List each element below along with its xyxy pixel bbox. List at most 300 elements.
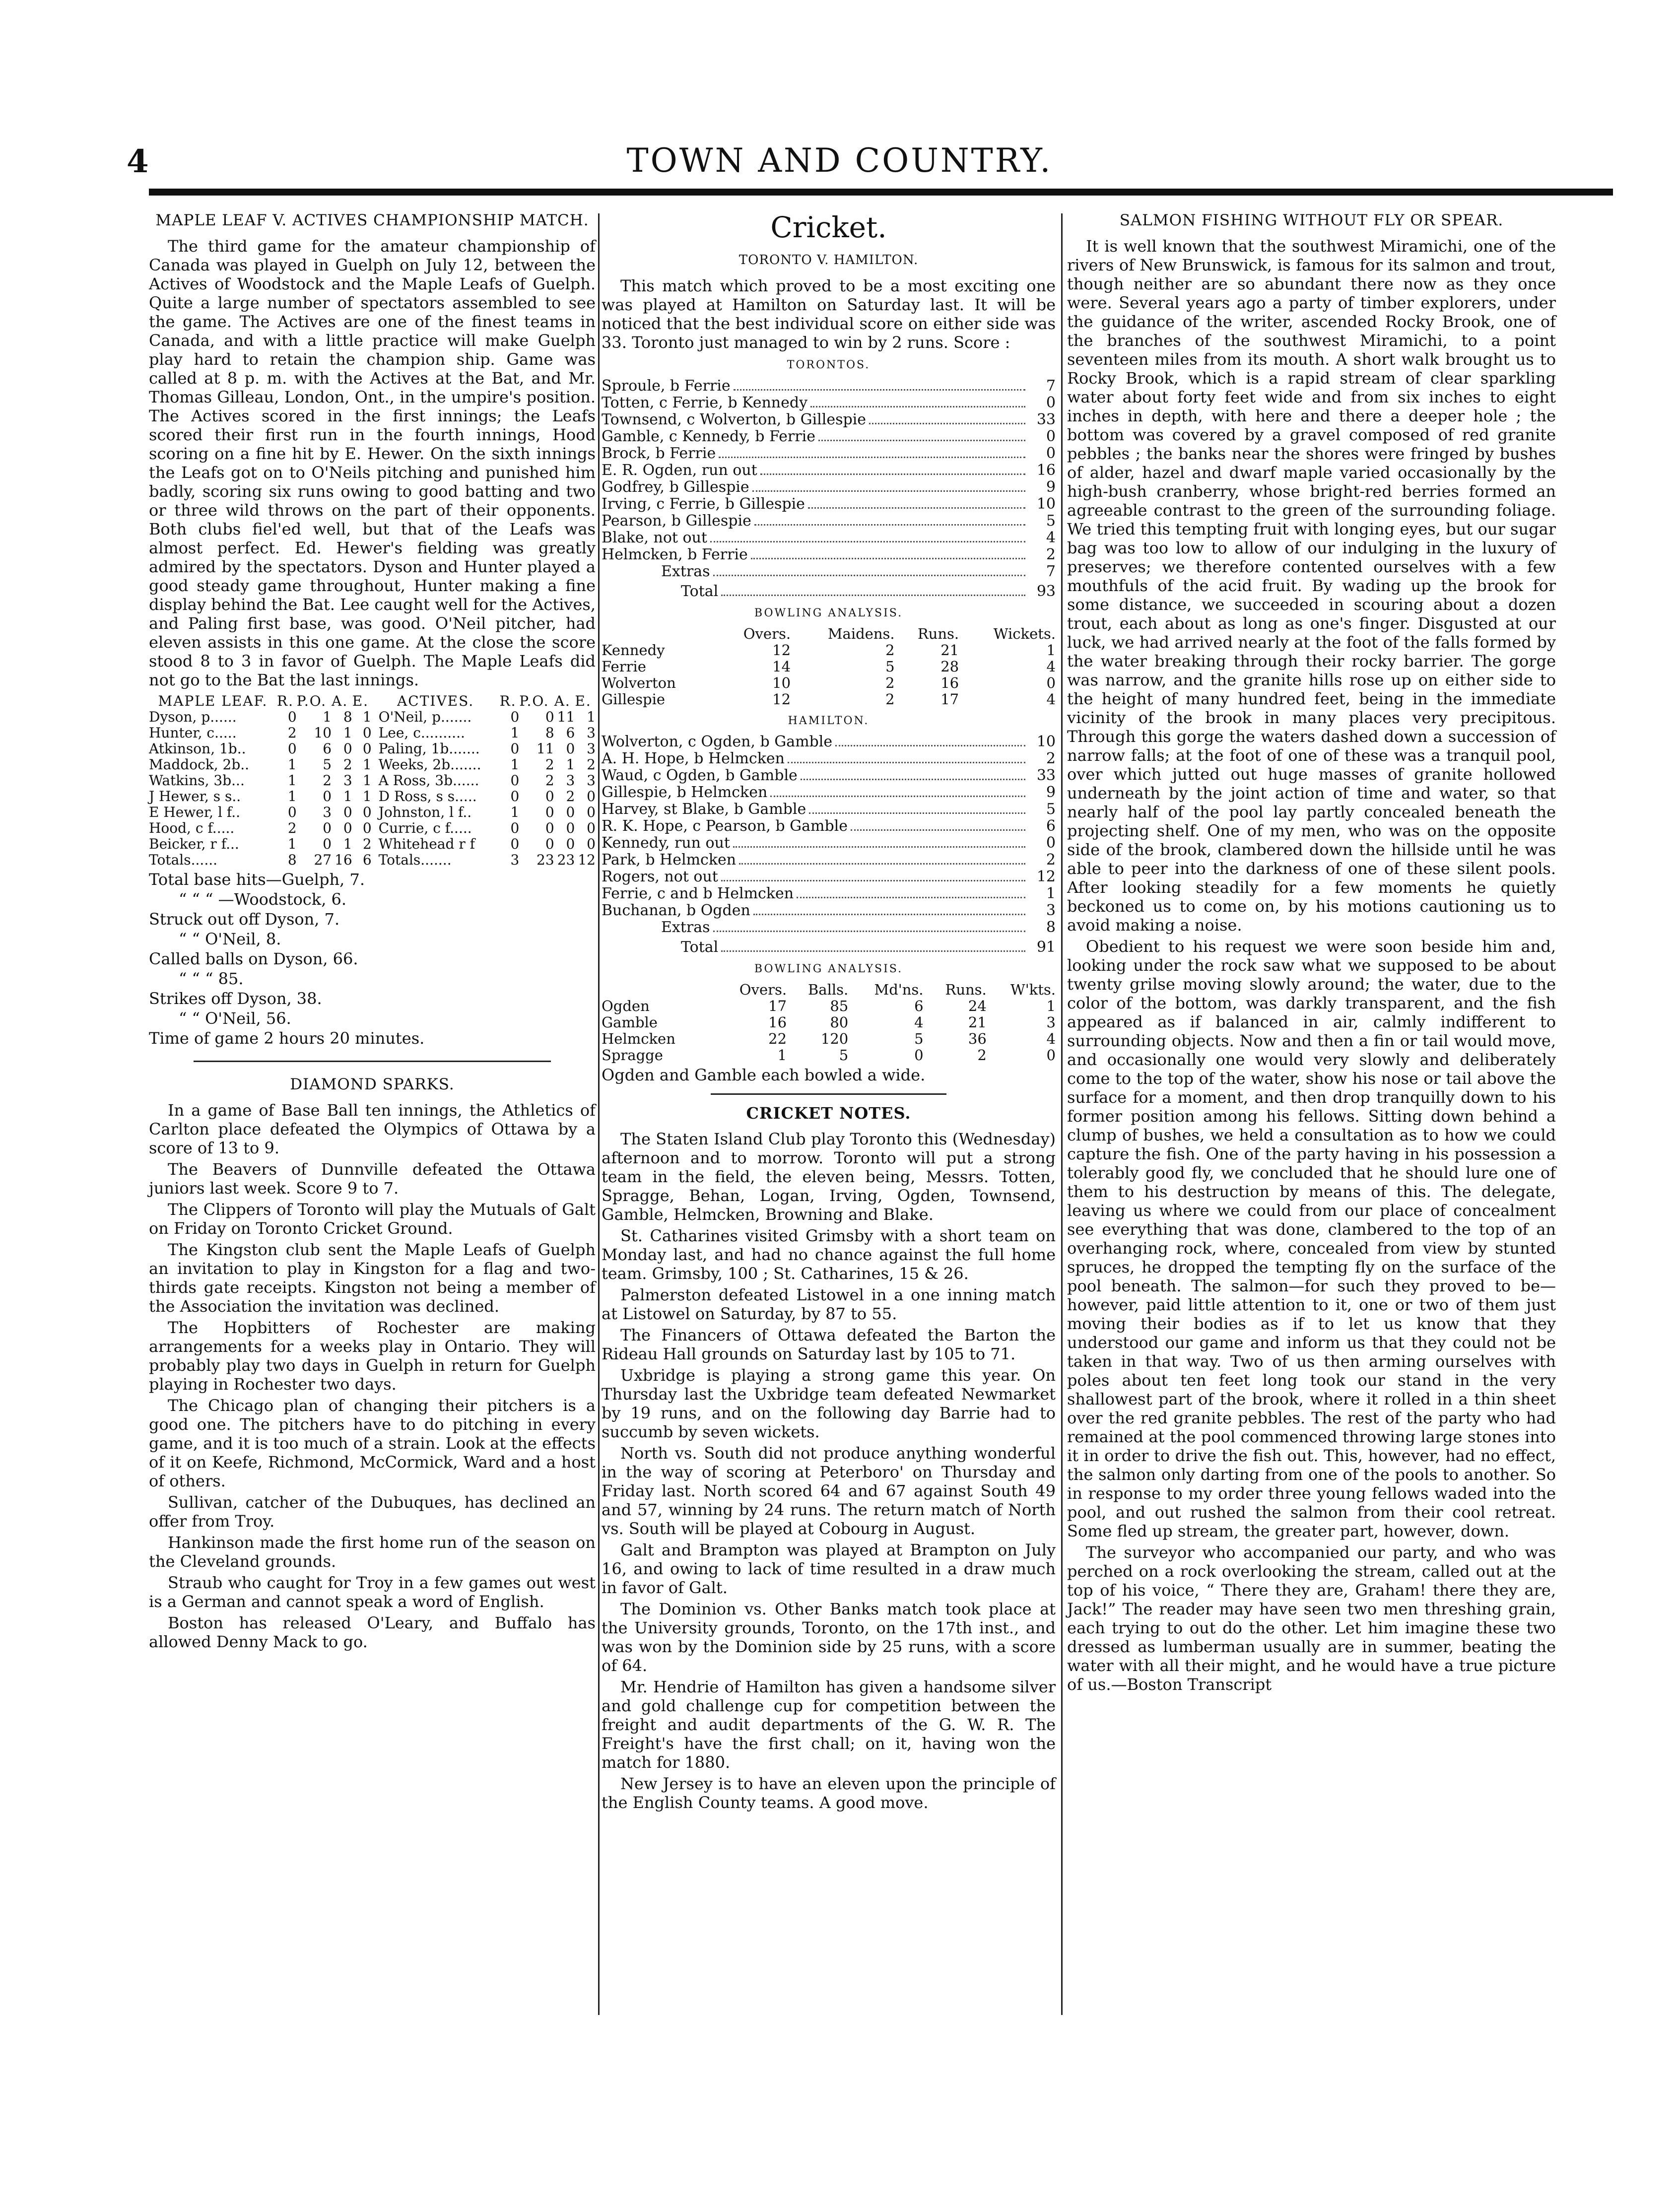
batsman-runs: 9 — [1046, 784, 1056, 801]
diamond-item: Hankinson made the first home run of the season on the Cleveland grounds. — [149, 1533, 596, 1571]
bowler-cell: 21 — [940, 642, 959, 659]
box-cell: 3 — [587, 725, 596, 741]
box-cell: 1 — [362, 709, 372, 725]
total-label: Total — [681, 583, 719, 600]
box-cell: 0 — [587, 836, 596, 852]
batsman-runs: 7 — [1046, 563, 1056, 580]
batsman-runs: 12 — [1036, 868, 1056, 885]
batsman-runs: 3 — [1046, 902, 1056, 919]
batsman-name: Extras — [661, 563, 710, 580]
batsman-runs: 10 — [1036, 495, 1056, 513]
box-cell: Dyson, p...... — [149, 709, 237, 725]
batsman-row — [602, 869, 1056, 885]
box-row — [149, 789, 596, 804]
match-subtitle: TORONTO V. HAMILTON. — [739, 253, 919, 268]
bowler-cell: 24 — [968, 998, 987, 1014]
column-3 — [1067, 211, 1556, 1696]
batsman-runs: 7 — [1046, 377, 1056, 395]
masthead-title: TOWN AND COUNTRY. — [626, 141, 1053, 180]
box-cell: 1 — [362, 756, 372, 773]
bowl-head: Balls. — [807, 981, 849, 998]
batsman-runs: 0 — [1046, 834, 1056, 852]
batsman-name: Helmcken, b Ferrie — [602, 546, 748, 563]
batsman-name: Buchanan, b Ogden — [602, 902, 750, 919]
batsman-row — [602, 445, 1056, 462]
box-total: 3 — [510, 852, 520, 868]
box-row — [149, 820, 596, 836]
batsman-runs: 33 — [1036, 767, 1056, 784]
bowler-cell: 4 — [1046, 658, 1056, 675]
box-total: 6 — [362, 852, 372, 868]
bowler-cell: 80 — [830, 1014, 849, 1031]
stat-line: “ “ O'Neil, 56. — [179, 1009, 291, 1028]
box-cell: Maddock, 2b.. — [149, 756, 250, 773]
box-cell: 1 — [287, 788, 297, 804]
box-total: 8 — [287, 852, 297, 868]
box-cell: 0 — [566, 804, 575, 820]
salmon-paragraph: Obedient to his request we were soon beside him and, looking under the rock saw what we supposed to be about twenty grilse moving slowly around; the water, due to the color of the bottom, was darkly transparent, and the fish appeared as if balanced in air, calmly indifferent to surrounding objects. Now and then a fin or tail would move, and occasionally one would very slowly and deliberately come to the top of the water, show his nose or tail above the surface for a moment, and then drop tranquilly down to his former position among his fellows. Sitting down behind a clump of bushes, we held a consultation as to how we could capture the fish. One of the party having in his possession a tolerably good fly, we concluded that he should lure one of them to his destruction by means of this. The delegate, leaving us where we could from our place of concealment see everything that was done, clambered to the top of an overhanging rock, where, concealed from view by stunted spruces, he dropped the tempting fly on the surface of the pool beneath. The salmon—for such they proved to be—however, paid little attention to it, one or two of them just moving their bodies as if to let us know that they understood our game and inform us that they could not be taken in that way. Two of us then arming ourselves with poles about ten feet long took our stand in the very shallowest part of the brook, where it rolled in a thin sheet over the red granite pebbles. The rest of the party who had remained at the pool commenced throwing large stones into it in order to drive the fish out. This, however, had no effect, the salmon only darting from one of the pools to another. So in response to my order three young fellows waded into the pool, and out rushed the salmon from their cool retreat. Some fled up stream, the greater part, however, down. — [1067, 937, 1556, 1541]
bowler-cell: 10 — [772, 674, 791, 691]
batsman-runs: 9 — [1046, 478, 1056, 496]
batsman-row — [602, 767, 1056, 784]
bowler-row — [602, 998, 1056, 1014]
box-cell: Currie, c f..... — [378, 820, 472, 836]
box-cell: 0 — [510, 836, 520, 852]
box-cell: 0 — [323, 788, 332, 804]
batsman-row — [602, 734, 1056, 750]
batsman-name: Rogers, not out — [602, 868, 718, 885]
bowler-row — [602, 691, 1056, 708]
box-totals-label-2: Totals....... — [378, 852, 452, 868]
box-totals-label: Totals...... — [149, 852, 218, 868]
torontos-label: TORONTOS. — [787, 359, 871, 371]
cricket-note: The Dominion vs. Other Banks match took place at the University grounds, Toronto, on the 17th inst., and was won by the Dominion side by 25 runs, with a score of 64. — [602, 1600, 1056, 1675]
box-cell: Hunter, c..... — [149, 725, 237, 741]
batsman-name: Pearson, b Gillespie — [602, 512, 751, 530]
bowler-cell: 28 — [940, 658, 959, 675]
box-cell: 1 — [362, 788, 372, 804]
box-cell: 3 — [566, 772, 575, 789]
cricket-note: Palmerston defeated Listowel in a one inning match at Listowel on Saturday, by 87 to 55. — [602, 1285, 1056, 1323]
batsman-runs: 33 — [1036, 411, 1056, 428]
batsman-row — [602, 919, 1056, 936]
bowler-row — [602, 659, 1056, 675]
diamond-item: The Clippers of Toronto will play the Mutuals of Galt on Friday on Toronto Cricket Ground. — [149, 1200, 596, 1238]
batsman-runs: 0 — [1046, 394, 1056, 411]
box-head-actives: ACTIVES. — [397, 693, 474, 709]
toronto-total — [602, 583, 1056, 600]
box-cell: 0 — [587, 788, 596, 804]
match-intro: This match which proved to be a most exciting one was played at Hamilton on Saturday last. It will be noticed that the best individual score on either side was 33. Toronto just managed to win by 2 runs. Score : — [602, 276, 1056, 352]
batsman-row — [602, 801, 1056, 818]
batsman-name: Brock, b Ferrie — [602, 445, 716, 462]
box-col-po-2: P.O. — [519, 693, 549, 709]
box-total: 12 — [578, 852, 596, 868]
bowler-row — [602, 1047, 1056, 1064]
stat-line: Strikes off Dyson, 38. — [149, 989, 322, 1008]
box-cell: 2 — [545, 772, 554, 789]
box-cell: 0 — [545, 709, 554, 725]
box-cell: 0 — [362, 740, 372, 757]
box-head-maple-leaf: MAPLE LEAF. — [158, 693, 268, 709]
cricket-note: North vs. South did not produce anything wonderful in the way of scoring at Peterboro' on Thursday and Friday last. North scored 64 and 67 against South 49 and 57, winning by 24 runs. The return match of North vs. South will be played at Cobourg in August. — [602, 1444, 1056, 1538]
bowler-cell: 21 — [968, 1014, 987, 1031]
box-cell: 0 — [343, 740, 352, 757]
batsman-runs: 6 — [1046, 817, 1056, 835]
box-cell: 0 — [545, 788, 554, 804]
cricket-note: The Financers of Ottawa defeated the Barton the Rideau Hall grounds on Saturday last by 105 to 71. — [602, 1326, 1056, 1363]
box-cell: Johnston, l f.. — [378, 804, 472, 820]
box-col-po: P.O. — [296, 693, 327, 709]
bowler-cell: 16 — [768, 1014, 787, 1031]
box-cell: Weeks, 2b....... — [378, 756, 481, 773]
batsman-runs: 0 — [1046, 445, 1056, 462]
box-total: 27 — [314, 852, 332, 868]
box-total: 23 — [537, 852, 554, 868]
stat-line: Total base hits—Guelph, 7. — [149, 870, 365, 889]
batsman-name: Totten, c Ferrie, b Kennedy — [602, 394, 808, 411]
batsman-name: E. R. Ogden, run out — [602, 462, 757, 479]
bowler-cell: 4 — [1046, 1030, 1056, 1047]
box-cell: 0 — [545, 804, 554, 820]
box-cell: 0 — [362, 725, 372, 741]
batsman-name: Irving, c Ferrie, b Gillespie — [602, 495, 805, 513]
batsman-row — [602, 546, 1056, 563]
batsman-name: Kennedy, run out — [602, 834, 730, 852]
box-cell: 0 — [545, 820, 554, 836]
box-cell: 0 — [545, 836, 554, 852]
box-cell: 1 — [287, 756, 297, 773]
box-cell: 0 — [587, 820, 596, 836]
box-cell: D Ross, s s..... — [378, 788, 477, 804]
box-cell: 10 — [314, 725, 332, 741]
bowling-label-1: BOWLING ANALYSIS. — [754, 607, 903, 619]
box-row — [149, 741, 596, 757]
bowler-row — [602, 1014, 1056, 1031]
box-cell: 2 — [343, 756, 352, 773]
batsman-name: Wolverton, c Ogden, b Gamble — [602, 733, 833, 750]
batsman-name: Park, b Helmcken — [602, 851, 737, 869]
diamond-item: Sullivan, catcher of the Dubuques, has declined an offer from Troy. — [149, 1493, 596, 1531]
cricket-notes-list — [602, 1130, 1056, 1812]
box-cell: 6 — [323, 740, 332, 757]
box-cell: 1 — [587, 709, 596, 725]
article-body-baseball: The third game for the amateur championship of Canada was played in Guelph on July 12, between the Actives of Woodstock and the Maple Leafs of Guelph. Quite a large number of spectators assembled to see the game. The Actives are one of the finest teams in Canada, and with a little practice will make Guelph play hard to retain the champion ship. Game was called at 8 p. m. with the Actives at the Bat, and Mr. Thomas Gilleau, London, Ont., in the umpire's position. The Actives scored in the first innings; the Leafs scored their first run in the fourth innings, Hood scoring on a fine hit by E. Hewer. On the sixth innings the Leafs got on to O'Neils pitching and punished him badly, scoring six runs owing to good batting and two or three wild throws on the part of their opponents. Both clubs fiel'ed well, but that of the Leafs was almost perfect. Ed. Hewer's fielding was greatly admired by the spectators. Dyson and Hunter played a good steady game throughout, Hunter making a fine display behind the Bat. Lee caught well for the Actives, and Paling first base, was good. O'Neil pitcher, had eleven assists in this one game. At the close the score stood 8 to 3 in favor of Guelph. The Maple Leafs did not go to the Bat the last innings. — [149, 237, 596, 689]
batsman-row — [602, 428, 1056, 445]
batsman-name: Ferrie, c and b Helmcken — [602, 885, 794, 902]
box-cell: 1 — [287, 836, 297, 852]
box-col-e-2: E. — [575, 693, 592, 709]
total-label: Total — [681, 938, 719, 956]
batsman-name: R. K. Hope, c Pearson, b Gamble — [602, 817, 848, 835]
box-cell: 0 — [362, 804, 372, 820]
batsman-runs: 4 — [1046, 529, 1056, 546]
stat-line: “ “ “ —Woodstock, 6. — [179, 890, 347, 909]
diamond-item: Boston has released O'Leary, and Buffalo has allowed Denny Mack to go. — [149, 1613, 596, 1651]
batsman-name: A. H. Hope, b Helmcken — [602, 750, 785, 767]
batsman-name: Godfrey, b Gillespie — [602, 478, 749, 496]
box-cell: 1 — [343, 836, 352, 852]
box-cell: Atkinson, 1b.. — [149, 740, 246, 757]
game-stats — [149, 870, 596, 1048]
box-cell: 0 — [587, 804, 596, 820]
salmon-title: SALMON FISHING WITHOUT FLY OR SPEAR. — [1119, 211, 1504, 229]
bowler-cell: 2 — [885, 691, 895, 708]
diamond-item: In a game of Base Ball ten innings, the Athletics of Carlton place defeated the Olympics of Ottawa by a score of 13 to 9. — [149, 1101, 596, 1157]
box-cell: Lee, c.......... — [378, 725, 465, 741]
box-cell: 0 — [287, 740, 297, 757]
masthead-rule — [149, 189, 1613, 196]
box-cell: O'Neil, p....... — [378, 709, 472, 725]
batsman-runs: 1 — [1046, 885, 1056, 902]
salmon-paragraph: It is well known that the southwest Miramichi, one of the rivers of New Brunswick, is famous for its salmon and trout, though neither are so abundant there now as they once were. Several years ago a party of timber explorers, under the guidance of the writer, ascended Rocky Brook, one of the branches of the southwest Miramichi, to a point seventeen miles from its mouth. A short walk brought us to Rocky Brook, which is a rapid stream of clear sparkling water about forty feet wide and from six inches to eight inches in depth, with here and there a deeper hole ; the bottom was covered by a gravel composed of red granite pebbles ; the banks near the shores were fringed by bushes of alder, hazel and dwarf maple varied occasionally by the high-bush cranberry, whose bright-red berries formed an agreeable contrast to the green of the surrounding foliage. We tried this tempting fruit with longing eyes, but our sugar bag was too low to allow of our indulging in the luxury of preserves; we therefore contented ourselves with a few mouthfuls of the acid fruit. By wading up the brook for some distance, we succeeded in scouring about a dozen trout, each about as long as one's finger. Disgusted at our luck, we had arrived nearly at the foot of the falls formed by the water breaking through their rocky barrier. The gorge was narrow, and the granite hills rose up on either side to the height of many hundred feet, being in the immediate vicinity of the brook in many places very precipitous. Through this gorge the waters dashed down a succession of narrow falls; at the foot of one of these was a tranquil pool, over which jutted out huge masses of granite hollowed underneath by the joint action of time and water, so that nearly half of the pool lay partly concealed beneath the projecting shelf. One of my men, who was on the opposite side of the brook, clambered down the hillside until he was able to peer into the darkness of one of these silent pools. After looking steadily for a few moments he quietly beckoned us to come on, by his motions cautioning us to avoid making a noise. — [1067, 237, 1556, 935]
bowler-cell: 22 — [768, 1030, 787, 1047]
batsman-row — [602, 885, 1056, 902]
bowler-cell: 14 — [772, 658, 791, 675]
box-row — [149, 804, 596, 820]
toronto-innings — [602, 378, 1056, 580]
bowler-cell: 4 — [1046, 691, 1056, 708]
bowl-head: Runs. — [945, 981, 987, 998]
wide-note: Ogden and Gamble each bowled a wide. — [602, 1066, 926, 1084]
bowler-cell: Ogden — [602, 998, 650, 1014]
batsman-row — [602, 496, 1056, 513]
box-cell: Paling, 1b....... — [378, 740, 480, 757]
bowler-cell: 4 — [914, 1014, 924, 1031]
box-cell: 0 — [287, 804, 297, 820]
box-cell: 3 — [323, 804, 332, 820]
bowling-table-1 — [602, 626, 1056, 708]
box-cell: 8 — [545, 725, 554, 741]
box-row — [149, 757, 596, 773]
batsman-runs: 8 — [1046, 919, 1056, 936]
box-cell: 1 — [343, 725, 352, 741]
bowler-cell: 0 — [914, 1047, 924, 1064]
article-title-baseball: MAPLE LEAF V. ACTIVES CHAMPIONSHIP MATCH. — [155, 211, 589, 229]
stat-line: Called balls on Dyson, 66. — [149, 949, 358, 968]
cricket-note: Galt and Brampton was played at Brampton on July 16, and owing to lack of time resulted in a draw much in favor of Galt. — [602, 1541, 1056, 1597]
box-cell: Whitehead r f — [378, 836, 475, 852]
bowler-cell: 1 — [1046, 642, 1056, 659]
batsman-row — [602, 902, 1056, 919]
batsman-row — [602, 411, 1056, 428]
diamond-sparks-list — [149, 1101, 596, 1651]
batsman-row — [602, 818, 1056, 835]
bowler-cell: 17 — [940, 691, 959, 708]
bowler-row — [602, 675, 1056, 691]
box-row — [149, 725, 596, 741]
box-cell: 0 — [323, 836, 332, 852]
box-row — [149, 709, 596, 725]
bowler-cell: 2 — [885, 642, 895, 659]
bowler-cell: Gillespie — [602, 691, 666, 708]
bowler-cell: Gamble — [602, 1014, 658, 1031]
box-cell: E Hewer, l f.. — [149, 804, 240, 820]
box-cell: 1 — [510, 804, 520, 820]
bowler-cell: 5 — [885, 658, 895, 675]
box-cell: 8 — [343, 709, 352, 725]
batsman-row — [602, 378, 1056, 395]
bowler-cell: 6 — [914, 998, 924, 1014]
box-col-a: A. — [332, 693, 348, 709]
box-cell: 2 — [566, 788, 575, 804]
salmon-paragraph: The surveyor who accompanied our party, and who was perched on a rock overlooking the stream, called out at the top of his voice, “ There they are, Graham! there they are, Jack!” The reader may have seen two men threshing grain, each trying to out do the other. Let him imagine these two dressed as lumberman usually are in summer, beating the water with all their might, and he would have a true picture of us.—Boston Transcript — [1067, 1543, 1556, 1694]
box-cell: A Ross, 3b...... — [378, 772, 479, 789]
batsman-name: Waud, c Ogden, b Gamble — [602, 767, 798, 784]
bowl-head: W'kts. — [1010, 981, 1056, 998]
box-cell: 1 — [343, 788, 352, 804]
hamilton-innings — [602, 734, 1056, 936]
box-cell: 2 — [587, 756, 596, 773]
batsman-runs: 10 — [1036, 733, 1056, 750]
batsman-name: Sproule, b Ferrie — [602, 377, 731, 395]
bowl-head: Md'ns. — [874, 981, 924, 998]
column-1 — [149, 211, 596, 1654]
box-cell: 3 — [587, 740, 596, 757]
box-cell: 0 — [566, 820, 575, 836]
batsman-name: Blake, not out — [602, 529, 707, 546]
bowler-cell: Wolverton — [602, 674, 676, 691]
box-cell: Beicker, r f... — [149, 836, 239, 852]
stat-line: Time of game 2 hours 20 minutes. — [149, 1029, 425, 1048]
box-cell: 11 — [537, 740, 554, 757]
box-cell: 0 — [362, 820, 372, 836]
bowler-cell: Spragge — [602, 1047, 663, 1064]
batsman-runs: 5 — [1046, 512, 1056, 530]
box-score-table — [149, 693, 596, 868]
box-col-r-2: R. — [499, 693, 517, 709]
batsman-runs: 2 — [1046, 546, 1056, 563]
cricket-note: Uxbridge is playing a strong game this year. On Thursday last the Uxbridge team defeated Newmarket by 19 runs, and on the following day Barrie had to succumb by seven wickets. — [602, 1366, 1056, 1441]
box-cell: 2 — [287, 725, 297, 741]
stat-line: “ “ O'Neil, 8. — [179, 930, 281, 948]
bowling-table-2 — [602, 982, 1056, 1064]
total-value: 91 — [1036, 938, 1056, 956]
box-cell: 0 — [566, 836, 575, 852]
cricket-note: The Staten Island Club play Toronto this (Wednesday) afternoon and to morrow. Toronto will put a strong team in the field, the eleven being, Messrs. Totten, Spragge, Behan, Logan, Irving, Ogden, Townsend, Gamble, Helmcken, Browning and Blake. — [602, 1130, 1056, 1224]
batsman-row — [602, 750, 1056, 767]
bowler-cell: 16 — [940, 674, 959, 691]
bowl-head: Maidens. — [827, 625, 895, 642]
box-cell: 2 — [545, 756, 554, 773]
batsman-row — [602, 563, 1056, 580]
box-cell: Watkins, 3b... — [149, 772, 245, 789]
box-row — [149, 773, 596, 789]
diamond-item: Straub who caught for Troy in a few games out west is a German and cannot speak a word of English. — [149, 1573, 596, 1611]
box-cell: 1 — [323, 709, 332, 725]
hamilton-label: HAMILTON. — [788, 715, 870, 727]
batsman-runs: 5 — [1046, 801, 1056, 818]
box-total: 16 — [335, 852, 352, 868]
box-cell: Hood, c f..... — [149, 820, 235, 836]
bowl-head: Overs. — [739, 981, 787, 998]
bowler-cell: 0 — [1046, 674, 1056, 691]
bowler-cell: 0 — [1046, 1047, 1056, 1064]
batsman-name: Townsend, c Wolverton, b Gillespie — [602, 411, 867, 428]
cricket-note: New Jersey is to have an eleven upon the principle of the English County teams. A good move. — [602, 1774, 1056, 1812]
batsman-name: Extras — [661, 919, 710, 936]
bowler-cell: 120 — [820, 1030, 849, 1047]
bowler-cell: 1 — [777, 1047, 787, 1064]
bowler-cell: Helmcken — [602, 1030, 675, 1047]
total-value: 93 — [1036, 583, 1056, 600]
hamilton-total — [602, 939, 1056, 956]
batsman-row — [602, 513, 1056, 530]
bowler-cell: Ferrie — [602, 658, 646, 675]
diamond-item: The Kingston club sent the Maple Leafs of Guelph an invitation to play in Kingston for a flag and two-thirds gate receipts. Kingston not being a member of the Association the invitation was declined. — [149, 1240, 596, 1316]
bowler-row — [602, 1031, 1056, 1047]
stat-line: Struck out off Dyson, 7. — [149, 910, 340, 929]
diamond-sparks-title: DIAMOND SPARKS. — [290, 1075, 455, 1093]
batsman-runs: 2 — [1046, 750, 1056, 767]
box-cell: 5 — [323, 756, 332, 773]
box-cell: 0 — [566, 740, 575, 757]
box-cell: 0 — [510, 709, 520, 725]
bowler-cell: 2 — [977, 1047, 987, 1064]
bowler-cell: 36 — [968, 1030, 987, 1047]
cricket-note: Mr. Hendrie of Hamilton has given a handsome silver and gold challenge cup for competition between the freight and audit departments of the G. W. R. The Freight's have the first chall; on it, having won the match for 1880. — [602, 1677, 1056, 1772]
batsman-row — [602, 835, 1056, 852]
batsman-row — [602, 479, 1056, 496]
batsman-runs: 16 — [1036, 462, 1056, 479]
bowler-cell: 12 — [772, 642, 791, 659]
column-divider-1 — [598, 213, 600, 2015]
box-col-a-2: A. — [554, 693, 571, 709]
box-cell: 2 — [287, 820, 297, 836]
salmon-article — [1067, 237, 1556, 1694]
box-col-r: R. — [277, 693, 294, 709]
bowler-cell: 2 — [885, 674, 895, 691]
batsman-row — [602, 784, 1056, 801]
batsman-name: Gillespie, b Helmcken — [602, 784, 768, 801]
box-cell: 1 — [510, 725, 520, 741]
bowler-cell: 1 — [1046, 998, 1056, 1014]
bowler-cell: Kennedy — [602, 642, 665, 659]
cricket-title: Cricket. — [770, 210, 887, 244]
box-row — [149, 836, 596, 852]
box-cell: 2 — [362, 836, 372, 852]
box-cell: 0 — [510, 772, 520, 789]
box-cell: 0 — [343, 820, 352, 836]
batsman-row — [602, 395, 1056, 411]
cricket-notes-title: CRICKET NOTES. — [746, 1104, 911, 1123]
bowl-head: Runs. — [917, 625, 959, 642]
box-cell: 0 — [510, 788, 520, 804]
box-cell: 1 — [362, 772, 372, 789]
cricket-note: St. Catharines visited Grimsby with a short team on Monday last, and had no chance against the full home team. Grimsby, 100 ; St. Catharines, 15 & 26. — [602, 1226, 1056, 1283]
box-cell: 0 — [287, 709, 297, 725]
box-cell: J Hewer, s s.. — [149, 788, 241, 804]
bowler-cell: 12 — [772, 691, 791, 708]
bowler-row — [602, 642, 1056, 659]
section-divider — [194, 1061, 551, 1062]
box-total: 23 — [557, 852, 575, 868]
bowl-head: Overs. — [743, 625, 791, 642]
diamond-item: The Beavers of Dunnville defeated the Ottawa juniors last week. Score 9 to 7. — [149, 1160, 596, 1198]
section-divider — [711, 1093, 946, 1095]
stat-line: “ “ “ 85. — [179, 969, 244, 988]
diamond-item: The Hopbitters of Rochester are making arrangements for a weeks play in Ontario. They will probably play two days in Guelph in return for Guelph playing in Rochester two days. — [149, 1318, 596, 1394]
box-cell: 1 — [287, 772, 297, 789]
bowling-label-2: BOWLING ANALYSIS. — [754, 963, 903, 975]
box-cell: 0 — [343, 804, 352, 820]
bowler-cell: 3 — [1046, 1014, 1056, 1031]
diamond-item: The Chicago plan of changing their pitchers is a good one. The pitchers have to do pitching in every game, and it is too much of a strain. Look at the effects of it on Keefe, Richmond, McCormick, Ward and a host of others. — [149, 1396, 596, 1490]
page-number: 4 — [127, 143, 149, 180]
batsman-row — [602, 852, 1056, 869]
column-2 — [602, 211, 1056, 1814]
column-divider-2 — [1061, 213, 1063, 2015]
